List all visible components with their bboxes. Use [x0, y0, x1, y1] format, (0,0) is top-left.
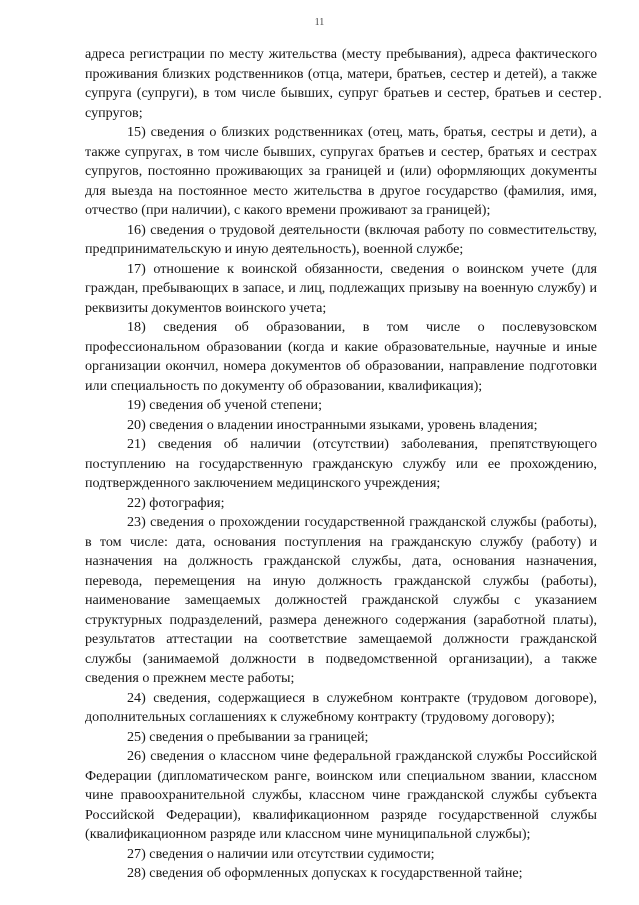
page-number: 11	[314, 17, 325, 28]
paragraph-item-15: 15) сведения о близких родственниках (отец, мать, братья, сестры и дети), а также супругах, в том числе бывших, супругах братьев и сестер, братьях и сестрах супругов, постоянно проживающих за границей и (или) оформляющих документы для выезда на постоянное место жительства в другое государство (фамилия, имя, отчество (при наличии), с какого времени проживают за границей);	[85, 124, 597, 218]
paragraph-item-27: 27) сведения о наличии или отсутствии судимости;	[127, 845, 435, 862]
paragraph-item-28: 28) сведения об оформленных допусках к государственной тайне;	[127, 865, 523, 881]
paragraph-item-25: 25) сведения о пребывании за границей;	[127, 728, 369, 745]
scan-speck	[599, 96, 601, 98]
paragraph-item-24: 24) сведения, содержащиеся в служебном контракте (трудовом договоре), дополнительных соглашениях к служебному контракту (трудовому договору);	[85, 689, 597, 725]
paragraph-item-21: 21) сведения об наличии (отсутствии) заболевания, препятствующего поступлению на государственную гражданскую службу или ее прохождению, подтвержденного заключением медицинского учреждения;	[85, 436, 597, 491]
paragraph-item-19: 19) сведения об ученой степени;	[127, 397, 322, 413]
paragraph-item-18: 18) сведения об образовании, в том числе о послевузовском профессиональном образовании (когда и какие образовательные, научные и иные организации окончил, номера документов об образовании, направление подготовки или специальность по документу об образовании, квалификация);	[85, 319, 597, 394]
paragraph-item-17: 17) отношение к воинской обязанности, сведения о воинском учете (для граждан, пребывающих в запасе, и лиц, подлежащих призыву на военную службу) и реквизиты документов воинского учета;	[85, 260, 597, 316]
paragraph-item-16: 16) сведения о трудовой деятельности (включая работу по совместительству, предпринимательскую и иную деятельность), военной службе;	[85, 221, 597, 257]
paragraph-continuation: адреса регистрации по месту жительства (месту пребывания), адреса фактического проживания близких родственников (отца, матери, братьев, сестер и детей), а также супруга (супруги), в том числе бывших, супруг братьев и сестер, братьев и сестер супругов;	[85, 46, 597, 121]
document-body	[85, 45, 597, 884]
paragraph-item-22: 22) фотография;	[127, 494, 225, 511]
paragraph-item-26: 26) сведения о классном чине федеральной гражданской службы Российской Федерации (дипломатическом ранге, воинском или специальном звании, классном чине правоохранительной службы, классном чине гражданской службы субъекта Российской Федерации), квалификационном разряде государственной службы (квалификационном разряде или классном чине муниципальной службы);	[85, 748, 597, 842]
paragraph-item-23: 23) сведения о прохождении государственной гражданской службы (работы), в том числе: дата, основания поступления на гражданскую службу (работу) и назначения на должность гражданской службы, дата, основания назначения, перевода, перемещения на иную должность гражданской службы (работы), наименование замещаемых должностей гражданской службы с указанием структурных подразделений, размера денежного содержания (заработной платы), результатов аттестации на соответствие замещаемой должности гражданской службы (занимаемой должности в подведомственной организации), а также сведения о прежнем месте работы;	[85, 514, 597, 686]
paragraph-item-20: 20) сведения о владении иностранными языками, уровень владения;	[127, 416, 538, 433]
